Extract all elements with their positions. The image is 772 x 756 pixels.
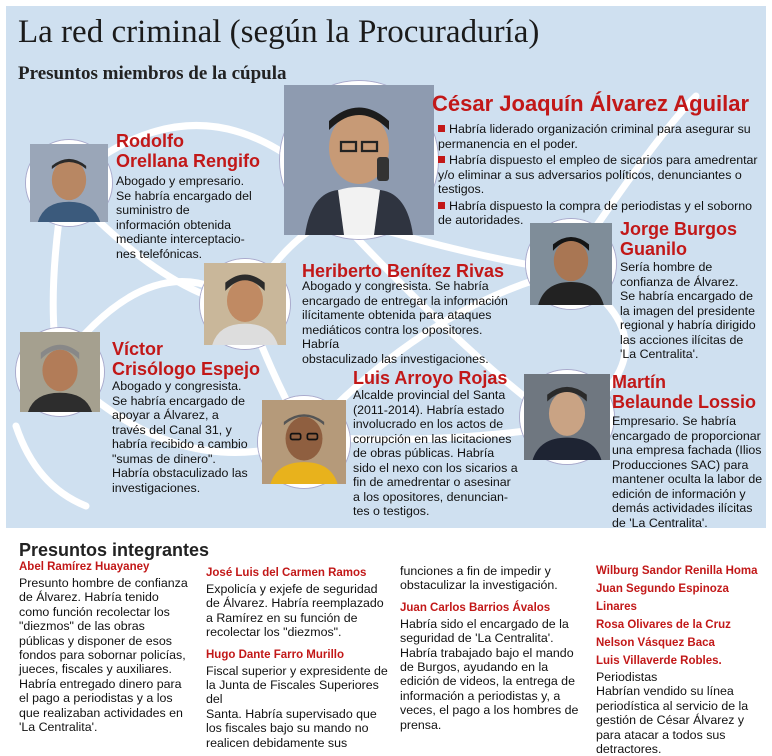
periodista-name: Nelson Vásquez Baca — [596, 637, 715, 649]
alvarez-photo — [280, 81, 438, 239]
ramos-name: José Luis del Carmen Ramos — [206, 567, 367, 579]
orellana-name: Rodolfo Orellana Rengifo — [116, 131, 261, 171]
periodistas-column: Wilburg Sandor Renilla Homa Juan Segundo Espinoza Linares Rosa Olivares de la Cruz Nelson Vásquez Baca Luis Villaverde Robles. Periodistas Habrían vendido su línea periodística al servicio de la gestión de César Álvarez y para atacar a todos sus detractores. — [596, 562, 766, 756]
red-square-bullet-icon — [438, 202, 445, 209]
belaunde-photo — [520, 370, 614, 464]
benitez-description: Abogado y congresista. Se habría encargado de entregar la información ilícitamente obtenida para ataques mediáticos contra los opositores. Habría obstaculizado las investigaciones. — [302, 279, 508, 366]
criminal-network-panel — [6, 6, 766, 528]
alvarez-bullets — [438, 122, 768, 230]
huayaney-name: Abel Ramírez Huayaney — [19, 561, 150, 573]
page-title: La red criminal (según la Procuraduría) — [18, 14, 540, 50]
benitez-name: Heriberto Benítez Rivas — [302, 261, 505, 281]
crisologo-photo — [16, 328, 104, 416]
alvarez-bullet: Habría dispuesto la compra de periodistas y el soborno de autoridades. — [438, 198, 753, 227]
belaunde-description: Empresario. Se habría encargado de proporcionar una empresa fachada (Ilios Producciones SAC) para mantener oculta la labor de edición de información y demás actividades ilícitas de 'La Centralita'. — [612, 414, 763, 530]
farro-name: Hugo Dante Farro Murillo — [206, 648, 344, 661]
page-subtitle: Presuntos miembros de la cúpula — [18, 63, 287, 84]
huayaney-entry: Abel Ramírez Huayaney Presunto hombre de confianza de Álvarez. Habría tenido como función recolectar los "diezmos" de las obras públicas y disponer de esos fondos para sobornar policías, jueces, fiscales y auxiliares. Habría entregado dinero para el pago a periodistas y a los que realizaban actividades en 'La Centralita'. — [19, 558, 204, 734]
arroyo-name: Luis Arroyo Rojas — [353, 368, 508, 388]
burgos-photo — [526, 219, 616, 309]
benitez-photo — [200, 259, 290, 349]
alvarez-bullet: Habría liderado organización criminal para asegurar su permanencia en el poder. — [438, 122, 751, 151]
periodista-name: Wilburg Sandor Renilla Homa — [596, 565, 758, 577]
burgos-description: Sería hombre de confianza de Álvarez. Se habría encargado de la imagen del presidente regional y habría dirigido las acciones ilícitas de 'La Centralita'. — [620, 260, 756, 361]
periodista-name: Luis Villaverde Robles. — [596, 655, 722, 667]
burgos-name: Jorge Burgos Guanilo — [620, 219, 738, 259]
farro-barrios-column: funciones a fin de impedir y obstaculizar la investigación. Juan Carlos Barrios Ávalos Habría sido el encargado de la seguridad de 'La Centralita'. Habría trabajado bajo el mando de Burgos, ayudando en la edición de videos, la entrega de información a periodistas y, a veces, el pago a los hombres de prensa. — [400, 564, 590, 732]
belaunde-name: Martín Belaunde Lossio — [612, 372, 757, 412]
alvarez-bullet: Habría dispuesto el empleo de sicarios para amedrentar y/o eliminar a sus adversarios políticos, denunciantes o testigos. — [438, 153, 758, 196]
red-square-bullet-icon — [438, 156, 445, 163]
orellana-description: Abogado y empresario. Se habría encargado del suministro de información obtenida mediante interceptacio- nes telefónicas. — [116, 174, 252, 261]
crisologo-description: Abogado y congresista. Se habría encargado de apoyar a Álvarez, a través del Canal 31, y habría recibido a cambio "sumas de dinero". Habría obstaculizado las investigaciones. — [112, 379, 248, 495]
ramos-farro-column: José Luis del Carmen Ramos Expolicía y exjefe de seguridad de Álvarez. Habría reemplazado a Ramírez en su función de recolectar los "diezmos". Hugo Dante Farro Murillo Fiscal superior y expresidente de la Junta de Fiscales Superiores del Santa. Habría supervisado que los fiscales bajo su mando no realicen debidamente sus — [206, 564, 396, 750]
integrantes-title: Presuntos integrantes — [19, 540, 210, 560]
crisologo-name: Víctor Crisólogo Espejo — [112, 339, 261, 379]
red-square-bullet-icon — [438, 125, 445, 132]
arroyo-description: Alcalde provincial del Santa (2011-2014). Habría estado involucrado en los actos de corrupción en las licitaciones de obras públicas. Habría sido el nexo con los sicarios a fin de amedrentar o asesinar a los opositores, denuncian- tes o testigos. — [353, 388, 518, 518]
alvarez-name: César Joaquín Álvarez Aguilar — [432, 91, 750, 116]
periodista-name: Juan Segundo Espinoza Linares — [596, 583, 729, 613]
integrantes-section — [6, 534, 766, 756]
orellana-photo — [26, 140, 112, 226]
arroyo-photo — [258, 396, 350, 488]
barrios-name: Juan Carlos Barrios Ávalos — [400, 601, 551, 614]
periodista-name: Rosa Olivares de la Cruz — [596, 619, 731, 631]
